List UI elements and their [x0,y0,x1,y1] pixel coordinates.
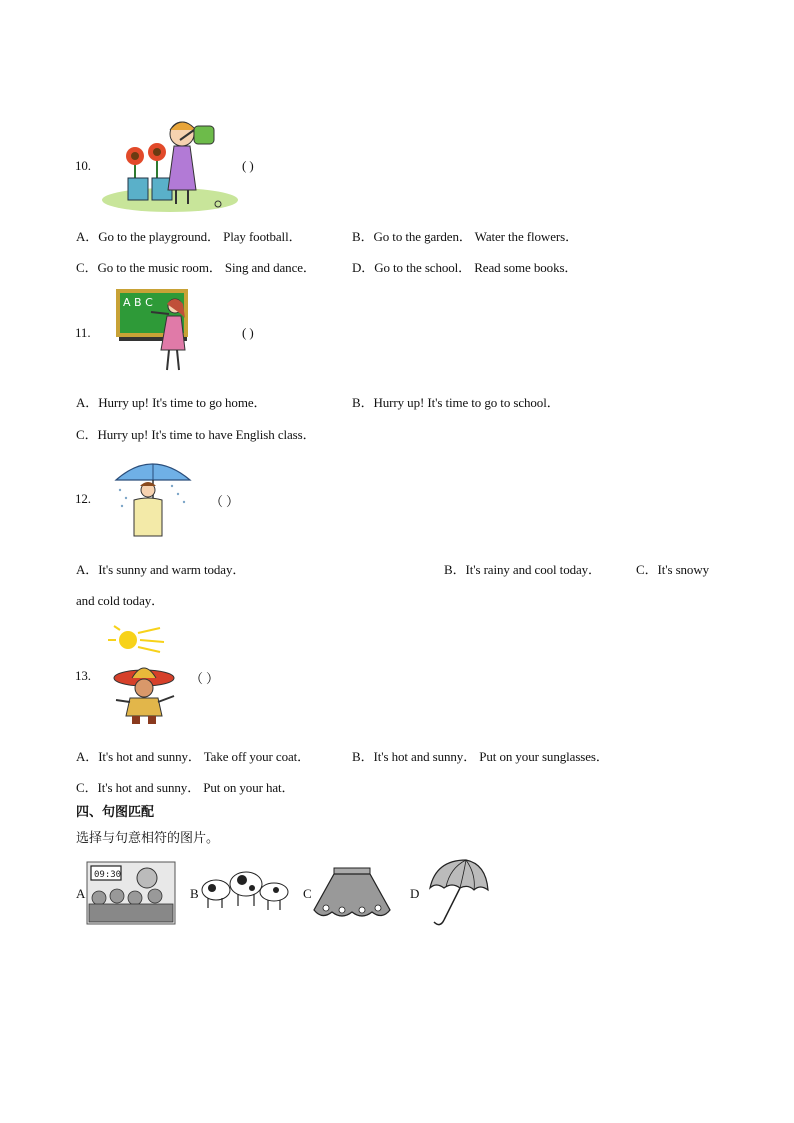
umbrella-icon [116,464,190,480]
question-10-number: 10. [75,158,91,173]
q10-option-b[interactable]: B．Go to the garden． Water the flowers． [352,229,578,244]
skirt-icon [314,868,390,916]
q13-option-c[interactable]: C．It's hot and sunny． Put on your hat． [76,780,295,795]
q11-option-b[interactable]: B．Hurry up! It's time to go to school． [352,395,560,410]
sunflower-icon [126,143,166,182]
clock-icon [91,866,121,880]
blackboard-text: A B C [123,296,153,309]
q11-option-a[interactable]: A．Hurry up! It's time to go home． [76,395,267,410]
picture-label-a: A [76,886,86,901]
question-13-paren: （ ） [190,671,219,686]
q12-option-a[interactable]: A．It's sunny and warm today． [76,562,246,577]
girl-watering-flowers-image [100,112,242,214]
question-12-paren: （ ） [210,494,239,509]
boy-sombrero-image [108,658,186,726]
picture-label-c: C [303,886,312,901]
question-10-paren: ( ) [242,158,254,173]
q12-option-b[interactable]: B．It's rainy and cool today． [444,562,601,577]
teacher-blackboard-image [115,286,197,376]
q12-option-c-cont: and cold today． [76,593,165,608]
sun-image [106,624,168,656]
classroom-clock-image[interactable] [87,862,175,924]
question-13-number: 13. [75,668,91,683]
q10-option-c[interactable]: C．Go to the music room． Sing and dance． [76,260,316,275]
q10-option-a[interactable]: A．Go to the playground． Play football． [76,229,302,244]
umbrella-image[interactable] [426,858,490,928]
picture-label-d: D [410,886,420,901]
section-4-instruction: 选择与句意相符的图片。 [76,831,220,846]
sun-icon [108,626,164,652]
man-with-umbrella-image [112,456,194,540]
question-12-number: 12. [75,491,91,506]
q13-option-b[interactable]: B．It's hot and sunny． Put on your sunglasses． [352,749,609,764]
q10-option-d[interactable]: D．Go to the school． Read some books． [352,260,578,275]
q11-option-c[interactable]: C．Hurry up! It's time to have English class． [76,427,316,442]
q12-option-c[interactable]: C．It's snowy [636,562,710,577]
question-11-paren: ( ) [242,325,254,340]
q13-option-a[interactable]: A．It's hot and sunny． Take off your coat． [76,749,311,764]
umbrella-icon [430,860,488,925]
skirt-image[interactable] [312,868,392,920]
clock-text: 09:30 [94,870,122,880]
section-4-heading: 四、句图匹配 [76,805,155,820]
question-11-number: 11. [75,325,91,340]
picture-label-b: B [190,886,199,901]
cows-image[interactable] [198,864,292,916]
